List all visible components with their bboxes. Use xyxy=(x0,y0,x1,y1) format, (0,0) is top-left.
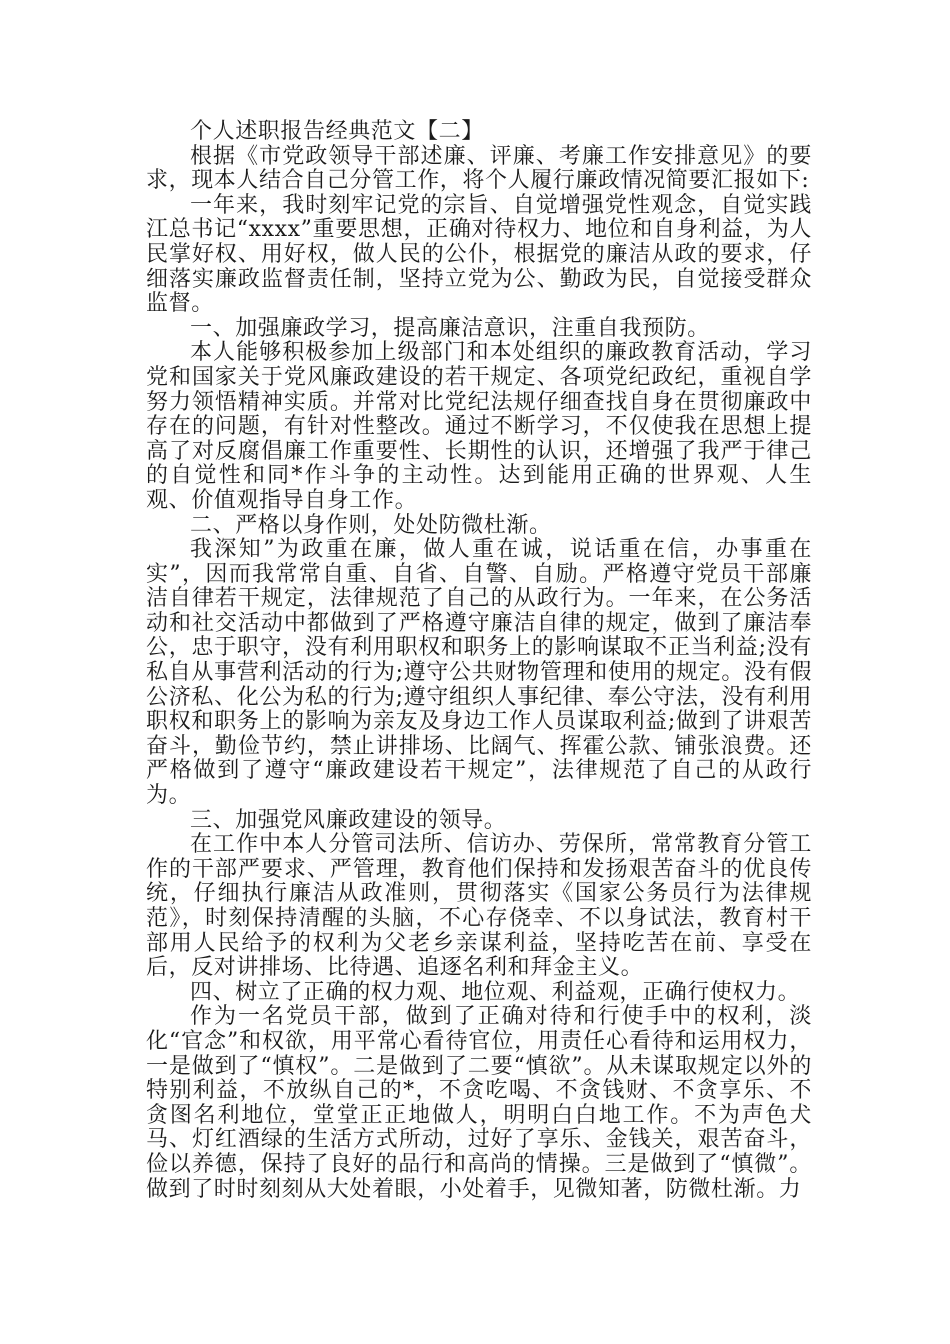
section-heading-2: 二、严格以身作则，处处防微杜渐。 xyxy=(190,512,552,538)
paragraph-section-3: 在工作中本人分管司法所、信访办、劳保所，常常教育分管工作的干部严要求、严管理，教育他们保持和发扬艰苦奋斗的优良传统，仔细执行廉洁从政准则，贯彻落实《国家公务员行为法律规范》，时刻保持清醒的头脑，不心存侥幸、不以身试法，教育村干部用人民给予的权利为父老乡亲谋利益，坚持吃苦在前、享受在后，反对讲排场、比待遇、追逐名利和拜金主义。 xyxy=(146,832,812,981)
section-heading-3: 三、加强党风廉政建设的领导。 xyxy=(190,807,507,833)
document-body xyxy=(146,120,812,1202)
paragraph-section-1: 本人能够积极参加上级部门和本处组织的廉政教育活动，学习党和国家关于党风廉政建设的若干规定、各项党纪政纪，重视自学努力领悟精神实质。并常对比党纪法规仔细查找自身在贯彻廉政中存在的问题，有针对性整改。通过不断学习，不仅使我在思想上提高了对反腐倡廉工作重要性、长期性的认识，还增强了我严于律己的自觉性和同*作斗争的主动性。达到能用正确的世界观、人生观、价值观指导自身工作。 xyxy=(146,340,812,513)
paragraph-section-4: 作为一名党员干部，做到了正确对待和行使手中的权利，淡化“官念”和权欲，用平常心看待官位，用责任心看待和运用权力，一是做到了“慎权”。二是做到了二要“慎欲”。从未谋取规定以外的特别利益，不放纵自己的*，不贪吃喝、不贪钱财、不贪享乐、不贪图名利地位，堂堂正正地做人，明明白白地工作。不为声色犬马、灯红酒绿的生活方式所动，过好了享乐、金钱关，艰苦奋斗，俭以养德，保持了良好的品行和高尚的情操。三是做到了“慎微”。做到了时时刻刻从大处着眼，小处着手，见微知著，防微杜渐。力 xyxy=(146,1004,812,1202)
document-title: 个人述职报告经典范文【二】 xyxy=(190,119,484,144)
section-heading-4: 四、树立了正确的权力观、地位观、利益观，正确行使权力。 xyxy=(190,979,801,1005)
paragraph-section-2: 我深知”为政重在廉，做人重在诚，说话重在信，办事重在实”，因而我常常自重、自省、自警、自励。严格遵守党员干部廉洁自律若干规定，法律规范了自己的从政行为。一年来，在公务活动和社交活动中都做到了严格遵守廉洁自律的规定，做到了廉洁奉公，忠于职守，没有利用职权和职务上的影响谋取不正当利益;没有私自从事营利活动的行为;遵守公共财物管理和使用的规定。没有假公济私、化公为私的行为;遵守组织人事纪律、奉公守法，没有利用职权和职务上的影响为亲友及身边工作人员谋取利益;做到了讲艰苦奋斗，勤俭节约，禁止讲排场、比阔气、挥霍公款、铺张浪费。还严格做到了遵守“廉政建设若干规定”，法律规范了自己的从政行为。 xyxy=(146,537,812,809)
section-heading-1: 一、加强廉政学习，提高廉洁意识，注重自我预防。 xyxy=(190,315,710,341)
paragraph-intro: 根据《市党政领导干部述廉、评廉、考廉工作安排意见》的要求，现本人结合自己分管工作，将个人履行廉政情况简要汇报如下: xyxy=(146,143,812,194)
paragraph-overview: 一年来，我时刻牢记党的宗旨、自觉增强党性观念，自觉实践江总书记“xxxx”重要思想，正确对待权力、地位和自身利益，为人民掌好权、用好权，做人民的公仆，根据党的廉洁从政的要求，仔细落实廉政监督责任制，坚持立党为公、勤政为民，自觉接受群众监督。 xyxy=(146,192,812,317)
